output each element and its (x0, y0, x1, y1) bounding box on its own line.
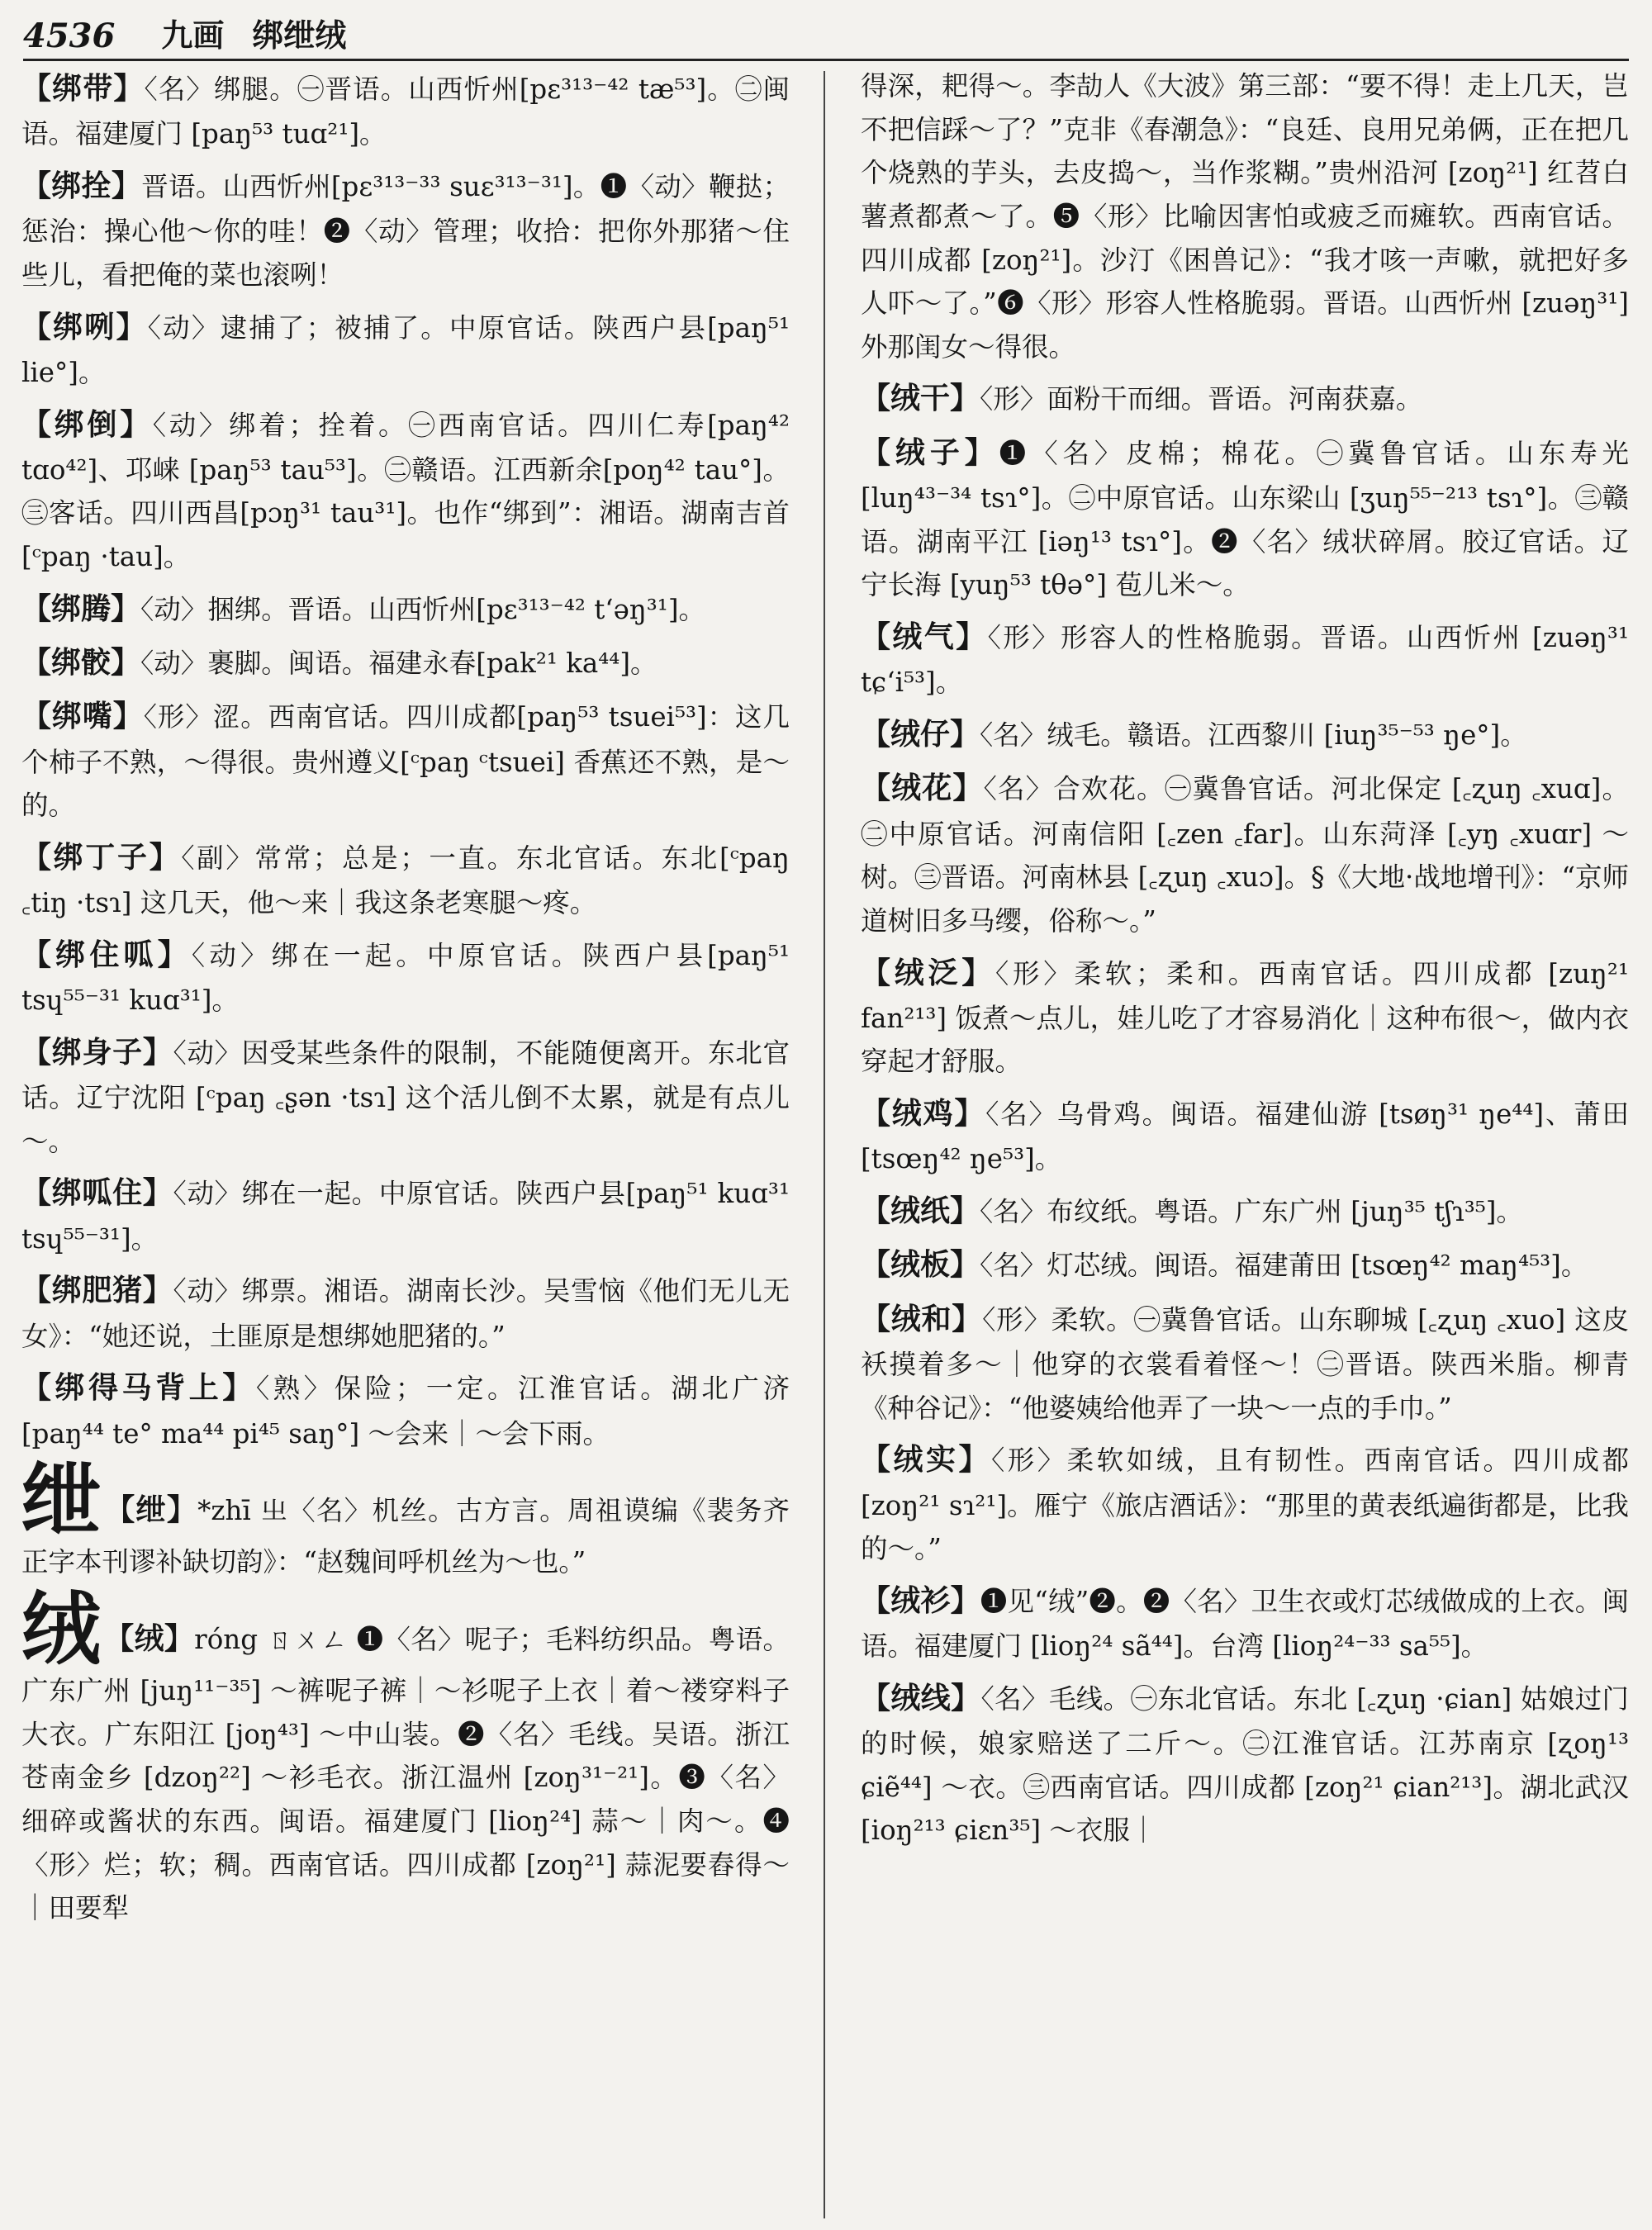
headword: 【绑身子】 (21, 1034, 173, 1070)
headword: 【绒子】 (861, 434, 999, 470)
headword: 【绒仔】 (861, 716, 980, 752)
entry (861, 1435, 1629, 1571)
entry (21, 64, 790, 156)
definition: *zhī 㞢〈名〉机丝。古方言。周祖谟编《裴务齐正字本刊谬补缺切韵》：“赵魏间呼机丝为～也。” (21, 1495, 790, 1578)
definition: 〈动〉逮捕了；被捕了。中原官话。陕西户县[paŋ⁵¹ lie°]。 (21, 311, 790, 388)
page-number: 4536 (23, 17, 116, 55)
entry (861, 764, 1629, 942)
definition: 〈形〉面粉干而细。晋语。河南获嘉。 (980, 383, 1423, 415)
definition: 〈动〉绑票。湘语。湖南长沙。吴雪恼《他们无儿无女》：“她还说，土匪原是想绑她肥猪的。” (21, 1275, 790, 1352)
definition: 〈名〉乌骨鸡。闽语。福建仙游 [tsøŋ³¹ ŋe⁴⁴]、莆田 [tsœŋ⁴² ŋe⁵³]。 (861, 1098, 1629, 1175)
headword: 【绒鸡】 (861, 1096, 986, 1132)
headword: 【绑咧】 (21, 309, 148, 344)
entry (21, 1169, 790, 1260)
character-head: 绁 (21, 1454, 102, 1548)
entry (861, 1187, 1629, 1235)
entry (861, 1089, 1629, 1181)
left-column (21, 64, 790, 2218)
headword: 【绑肥猪】 (21, 1273, 173, 1308)
entry (21, 833, 790, 925)
definition: ❶见“绒”❷。❷〈名〉卫生衣或灯芯绒做成的上衣。闽语。福建厦门 [lioŋ²⁴ sã⁴⁴]。台湾 [lioŋ²⁴⁻³³ sa⁵⁵]。 (861, 1585, 1629, 1663)
definition: ❶〈名〉皮棉；棉花。㊀冀鲁官话。山东寿光 [luŋ⁴³⁻³⁴ tsɿ°]。㊁中原官话。山东梁山 [ʒuŋ⁵⁵⁻²¹³ tsɿ°]。㊂赣语。湖南平江 [iəŋ¹³ tsɿ°]。❷〈名〉绒状碎屑。胶辽官话。辽宁长海 [yuŋ⁵³ tθə°] 苞儿米～。 (861, 437, 1629, 601)
entry (21, 638, 790, 686)
definition: 〈名〉绒毛。赣语。江西黎川 [iuŋ³⁵⁻⁵³ ŋe°]。 (980, 719, 1527, 751)
headword: 【绒纸】 (861, 1193, 980, 1229)
definition: 〈动〉裹脚。闽语。福建永春[pak²¹ ka⁴⁴]。 (140, 648, 657, 680)
headword: 【绑得马背上】 (21, 1370, 256, 1406)
headword: 【绑倒】 (21, 406, 153, 442)
definition: 〈形〉涩。西南官话。四川成都[paŋ⁵³ tsuei⁵³]：这几个柿子不熟，～得很。贵州遵义[ᶜpaŋ ᶜtsuei] 香蕉还不熟，是～的。 (21, 701, 790, 822)
definition: 〈形〉形容人的性格脆弱。晋语。山西忻州 [zuəŋ³¹ tɕʻi⁵³]。 (861, 622, 1629, 699)
character-head: 绒 (21, 1582, 102, 1676)
right-column (861, 64, 1629, 2218)
definition: 晋语。山西忻州[pɛ³¹³⁻³³ suɛ³¹³⁻³¹]。❶〈动〉鞭挞；惩治：操心他～你的哇！❷〈动〉管理；收拾：把你外那猪～住些儿，看把俺的菜也滚咧！ (21, 170, 790, 291)
definition: róng ㄖㄨㄥ ❶〈名〉呢子；毛料纺织品。粤语。广东广州 [juŋ¹¹⁻³⁵] ～裤呢子裤｜～衫呢子上衣｜着～褛穿料子大衣。广东阳江 [joŋ⁴³] ～中山装。❷〈名〉毛线。吴语。浙江苍南金乡 [dzoŋ²²] ～衫毛衣。浙江温州 [zoŋ³¹⁻²¹]。❸〈名〉细碎或酱状的东西。闽语。福建厦门 [lioŋ²⁴] 蒜～｜肉～。❹〈形〉烂；软；稠。西南官话。四川成都 [zoŋ²¹] 蒜泥要舂得～｜田要犁 (21, 1623, 790, 1924)
entry (861, 1577, 1629, 1668)
definition: 〈形〉柔软。㊀冀鲁官话。山东聊城 [꜀ʐuŋ ꜀xuo] 这皮袄摸着多～｜他穿的衣裳看着怪～！㊁晋语。陕西米脂。柳青《种谷记》：“他婆姨给他弄了一块～一点的手巾。” (861, 1303, 1629, 1424)
entry (21, 303, 790, 395)
headword: 【绒干】 (861, 381, 980, 416)
entry (861, 374, 1629, 422)
headword: 【绑拴】 (21, 168, 142, 203)
definition: 〈形〉柔软；柔和。西南官话。四川成都 [zuŋ²¹ fan²¹³] 饭煮～点儿，娃儿吃了才容易消化｜这种布很～，做内衣穿起才舒服。 (861, 957, 1629, 1078)
headword: 【绒实】 (861, 1442, 991, 1478)
entry-continuation (861, 64, 1629, 368)
headword: 【绑嘴】 (21, 699, 144, 734)
definition: 〈副〉常常；总是；一直。东北官话。东北[ᶜpaŋ ꜀tiŋ ·tsɿ] 这几天，他～来｜我这条老寒腿～疼。 (21, 842, 790, 919)
entry (21, 931, 790, 1022)
headword: 【绑呱住】 (21, 1175, 173, 1211)
headword: 【绒气】 (861, 619, 988, 655)
entry (861, 710, 1629, 758)
entry (21, 692, 790, 828)
entry (21, 401, 790, 579)
headword: 【绒和】 (861, 1301, 983, 1336)
definition: 〈动〉因受某些条件的限制，不能随便离开。东北官话。辽宁沈阳 [ᶜpaŋ ꜀ʂən ·tsɿ] 这个活儿倒不太累，就是有点儿～。 (21, 1037, 790, 1157)
page-header (23, 7, 1629, 61)
headword: 【绑骹】 (21, 645, 141, 681)
entry (861, 429, 1629, 607)
headword: 【绒板】 (861, 1247, 980, 1283)
headword: 【绑丁子】 (21, 839, 182, 875)
headword: 【绑住呱】 (21, 937, 192, 972)
definition: 〈形〉柔软如绒，且有韧性。西南官话。四川成都 [zoŋ²¹ sɿ²¹]。雁宁《旅店酒话》：“那里的黄表纸遍街都是，比我的～。” (861, 1445, 1629, 1565)
headword: 【绒衫】 (861, 1582, 980, 1618)
entry (21, 1028, 790, 1164)
header-characters: 绑绁绒 (252, 17, 347, 54)
definition: 〈动〉绑在一起。中原官话。陕西户县[paŋ⁵¹ tsɥ⁵⁵⁻³¹ kuɑ³¹]。 (21, 939, 790, 1017)
definition: 〈熟〉保险；一定。江淮官话。湖北广济 [paŋ⁴⁴ te° ma⁴⁴ pi⁴⁵ saŋ°] ～会来｜～会下雨。 (21, 1373, 790, 1450)
entry (861, 1295, 1629, 1431)
entry (21, 585, 790, 633)
entry (861, 1674, 1629, 1853)
entry (861, 949, 1629, 1084)
column-divider (824, 71, 825, 2218)
definition: 〈名〉绑腿。㊀晋语。山西忻州[pɛ³¹³⁻⁴² tæ⁵³]。㊁闽语。福建厦门 [paŋ⁵³ tuɑ²¹]。 (21, 74, 790, 150)
definition: 〈名〉布纹纸。粤语。广东广州 [juŋ³⁵ tʃɿ³⁵]。 (980, 1196, 1523, 1228)
headword: 【绒线】 (861, 1680, 981, 1715)
headword: 【绑腾】 (21, 591, 141, 626)
entry (21, 1364, 790, 1455)
entry (21, 1266, 790, 1358)
definition: 得深，耙得～。李劼人《大波》第三部：“要不得！走上几天，岂不把信踩～了？”克非《春潮急》：“良廷、良用兄弟俩，正在把几个烧熟的芋头，去皮捣～，当作浆糊。”贵州沿河 [zoŋ²¹] 红苕白薯煮都煮～了。❺〈形〉比喻因害怕或疲乏而瘫软。西南官话。四川成都 [zoŋ²¹]。沙汀《困兽记》：“我才咳一声嗽，就把好多人吓～了。”❻〈形〉形容人性格脆弱。晋语。山西忻州 [zuəŋ³¹] 外那闺女～得很。 (861, 70, 1629, 363)
headword: 【绁】 (105, 1492, 198, 1528)
definition: 〈动〉绑着；拴着。㊀西南官话。四川仁寿[paŋ⁴² tɑo⁴²]、邛崃 [paŋ⁵³ tau⁵³]。㊁赣语。江西新余[poŋ⁴² tau°]。㊂客话。四川西昌[pɔŋ³¹ tau³¹]。也作“绑到”：湘语。湖南吉首 [ᶜpaŋ ·tau]。 (21, 409, 790, 573)
entry-character (21, 1582, 790, 1930)
definition: 〈名〉灯芯绒。闽语。福建莆田 [tsœŋ⁴² maŋ⁴⁵³]。 (980, 1250, 1588, 1282)
entry (861, 1241, 1629, 1288)
definition: 〈名〉毛线。㊀东北官话。东北 [꜀ʐuŋ ·ɕian] 姑娘过门的时候，娘家赔送了二斤～。㊁江淮官话。江苏南京 [ʐoŋ¹³ ɕiẽ⁴⁴] ～衣。㊂西南官话。四川成都 [zoŋ²¹ ɕian²¹³]。湖北武汉 [ioŋ²¹³ ɕiɛn³⁵] ～衣服｜ (861, 1682, 1629, 1847)
definition: 〈动〉捆绑。晋语。山西忻州[pɛ³¹³⁻⁴² tʻəŋ³¹]。 (140, 593, 706, 625)
definition: 〈名〉合欢花。㊀冀鲁官话。河北保定 [꜀ʐuŋ ꜀xuɑ]。㊁中原官话。河南信阳 [꜀zen ꜀far]。山东菏泽 [꜀yŋ ꜀xuɑr] ～树。㊂晋语。河南林县 [꜀ʐuŋ ꜀xuɔ]。§《大地·战地增刊》：“京师道树旧多马缨，俗称～。” (861, 773, 1629, 937)
entry (861, 613, 1629, 705)
entry (21, 162, 790, 297)
entry-character (21, 1454, 790, 1584)
stroke-count: 九画 (161, 17, 225, 54)
headword: 【绒】 (104, 1620, 195, 1656)
headword: 【绒花】 (861, 771, 984, 806)
headword: 【绒泛】 (861, 955, 995, 990)
headword: 【绑带】 (21, 71, 145, 106)
definition: 〈动〉绑在一起。中原官话。陕西户县[paŋ⁵¹ kuɑ³¹ tsɥ⁵⁵⁻³¹]。 (21, 1178, 790, 1255)
